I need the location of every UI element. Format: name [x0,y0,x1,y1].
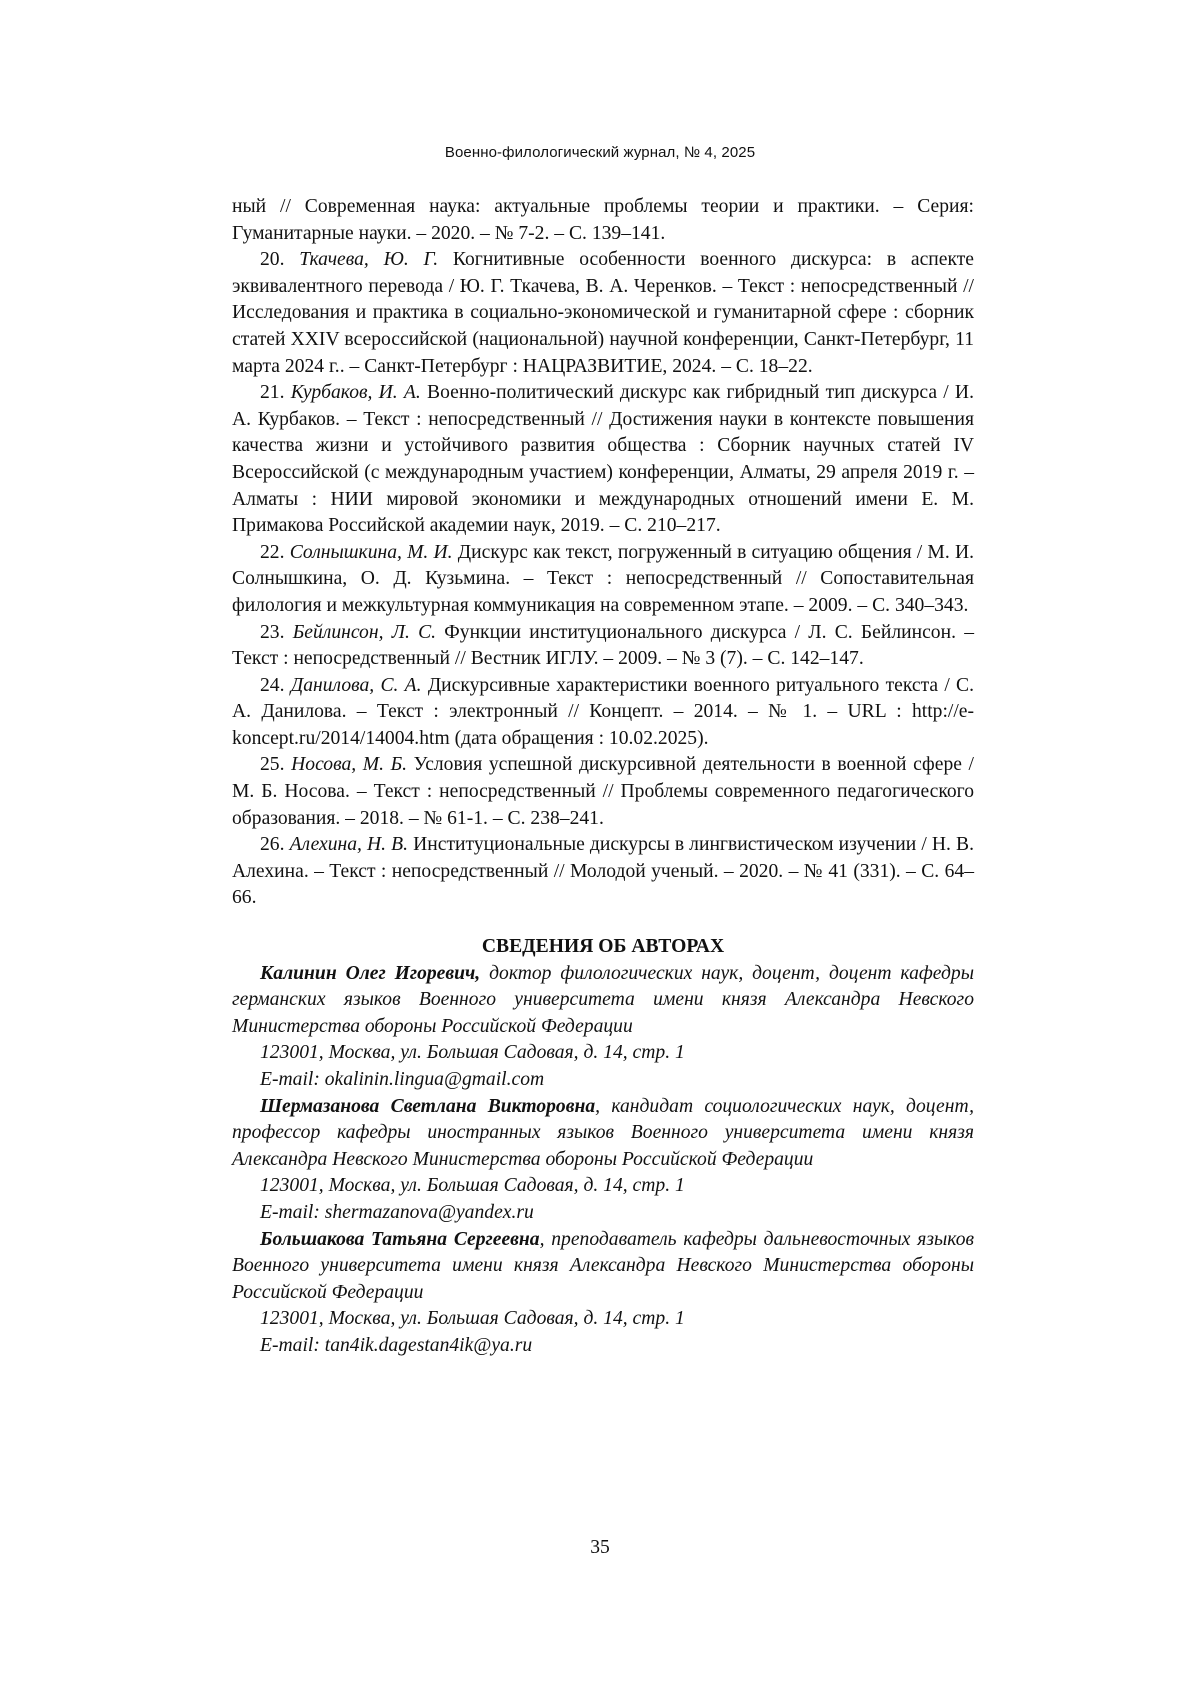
reference-number: 22. [260,541,285,563]
reference-item [232,673,974,753]
reference-author: Бейлинсон, Л. С. [292,621,437,643]
author-info [232,1094,974,1174]
author-info [232,1227,974,1307]
reference-author: Солнышкина, М. И. [289,541,453,563]
author-name: Большакова Татьяна Сергеевна [260,1228,540,1250]
reference-number: 25. [260,754,285,776]
authors-list [232,961,974,1360]
reference-text: Условия успешной дискурсивной деятельности в военной сфере / М. Б. Носова. – Текст : непосредственный // Проблемы современного педагогического образования. – 2018. – № 61-1. – С. 238–241. [232,754,975,829]
reference-number: 21. [260,382,285,404]
page-body [232,194,974,1360]
reference-author: Ткачева, Ю. Г. [299,249,439,271]
author-info [232,961,974,1041]
author-address: 123001, Москва, ул. Большая Садовая, д. 14, стр. 1 [260,1175,685,1197]
reference-author: Носова, М. Б. [291,754,408,776]
reference-text: Институциональные дискурсы в лингвистическом изучении / Н. В. Алехина. – Текст : непосредственный // Молодой ученый. – 2020. – № 41 (331). – С. 64–66. [232,834,974,909]
reference-item [232,247,974,380]
author-address: 123001, Москва, ул. Большая Садовая, д. 14, стр. 1 [260,1042,685,1064]
author-description: , преподаватель кафедры дальневосточных языков Военного университета имени князя Александра Невского Министерства обороны Российской Федерации [232,1228,974,1303]
reference-number: 20. [260,249,285,271]
reference-text: Дискурсивные характеристики военного ритуального текста / С. А. Данилова. – Текст : электронный // Концепт. – 2014. – № 1. – URL : http://e-koncept.ru/2014/14004.htm (дата обращения : 10.02.2025). [232,674,974,749]
reference-number: 23. [260,621,285,643]
author-name: Шермазанова Светлана Викторовна [260,1095,596,1117]
reference-author: Данилова, С. А. [290,674,422,696]
running-head: Военно-филологический журнал, № 4, 2025 [444,144,756,161]
reference-text: Функции институционального дискурса / Л. С. Бейлинсон. – Текст : непосредственный // Вестник ИГЛУ. – 2009. – № 3 (7). – С. 142–147. [232,621,974,670]
reference-number: 24. [260,674,285,696]
page-number: 35 [590,1537,610,1558]
reference-item [232,752,974,832]
reference-author: Алехина, Н. В. [289,834,409,856]
author-email: E-mail: tan4ik.dagestan4ik@ya.ru [260,1334,533,1356]
reference-item [232,620,974,673]
reference-item [232,832,974,912]
reference-item [232,540,974,620]
reference-number: 26. [260,834,285,856]
author-email: E-mail: okalinin.lingua@gmail.com [260,1069,545,1090]
reference-text: Военно-политический дискурс как гибридный тип дискурса / И. А. Курбаков. – Текст : непосредственный // Достижения науки в контексте повышения качества жизни и устойчивого развития общества : Сборник научных статей IV Всероссийской (с международным участием) конференции, Алматы, 29 апреля 2019 г. – Алматы : НИИ мировой экономики и международных отношений имени Е. М. Примакова Российской академии наук, 2019. – С. 210–217. [232,382,974,537]
reference-author: Курбаков, И. А. [290,382,421,404]
authors-section-title: СВЕДЕНИЯ ОБ АВТОРАХ [481,936,725,958]
author-address: 123001, Москва, ул. Большая Садовая, д. 14, стр. 1 [260,1308,685,1330]
reference-text: Дискурс как текст, погруженный в ситуацию общения / М. И. Солнышкина, О. Д. Кузьмина. – Текст : непосредственный // Сопоставительная филология и межкультурная коммуникация на современном этапе. – 2009. – С. 340–343. [232,541,974,616]
author-email: E-mail: shermazanova@yandex.ru [260,1201,534,1223]
author-name: Калинин Олег Игоревич, [260,962,481,984]
reference-continuation: ный // Современная наука: актуальные проблемы теории и практики. – Серия: Гуманитарные науки. – 2020. – № 7-2. – С. 139–141. [232,196,974,244]
author-description: , кандидат социологических наук, доцент, профессор кафедры иностранных языков Военного университета имени князя Александра Невского Министерства обороны Российской Федерации [232,1095,974,1170]
author-description: доктор филологических наук, доцент, доцент кафедры германских языков Военного университета имени князя Александра Невского Министерства обороны Российской Федерации [232,962,974,1037]
reference-item [232,380,974,540]
reference-text: Когнитивные особенности военного дискурса: в аспекте эквивалентного перевода / Ю. Г. Ткачева, В. А. Черенков. – Текст : непосредственный // Исследования и практика в социально-экономической и гуманитарной сфере : сборник статей XXIV всероссийской (национальной) научной конференции, Санкт-Петербург, 11 марта 2024 г.. – Санкт-Петербург : НАЦРАЗВИТИЕ, 2024. – С. 18–22. [232,249,974,377]
